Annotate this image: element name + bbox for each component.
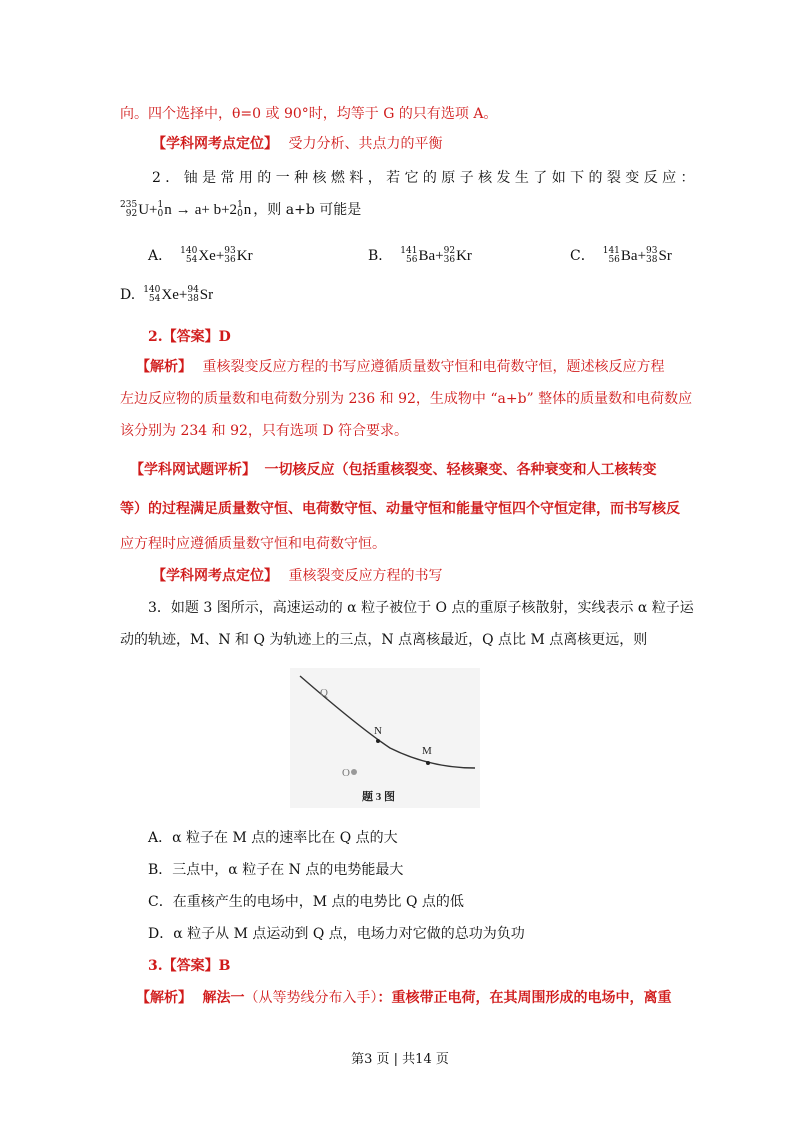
q1-kaodian xyxy=(152,134,442,154)
option-label: A． xyxy=(148,248,173,264)
kaodian-text: 重核裂变反应方程的书写 xyxy=(288,568,443,584)
option-label: C． xyxy=(570,248,595,264)
nuclide: 140 54 Xe xyxy=(143,285,179,304)
nuclide: 141 56 Ba xyxy=(602,246,638,265)
q3-jiexi xyxy=(136,988,671,1008)
q2-jiexi-line3: 该分别为 234 和 92，只有选项 D 符合要求。 xyxy=(120,423,409,439)
nuclide: 140 54 Xe xyxy=(180,246,216,265)
point-m xyxy=(426,761,430,765)
trajectory-diagram xyxy=(290,668,480,808)
arrow-icon: → xyxy=(175,202,191,218)
q2-option-c: C． 141 56 Ba + 93 38 Sr xyxy=(570,246,672,265)
jiexi-text: 重核裂变反应方程的书写应遵循质量数守恒和电荷数守恒，题述核反应方程 xyxy=(202,359,665,375)
neutron-2: 1 0 n xyxy=(237,200,252,219)
nuclide: 94 38 Sr xyxy=(187,285,214,304)
nuclide: 93 36 Kr xyxy=(224,246,253,265)
page-footer: 第3 页 | 共14 页 xyxy=(351,1052,449,1067)
q2-kaodian xyxy=(152,566,442,586)
kaodian-text: 受力分析、共点力的平衡 xyxy=(288,136,443,152)
nuclide: 93 38 Sr xyxy=(646,246,672,265)
jiexi-tag: 【解析】 xyxy=(136,990,192,1006)
label-n: N xyxy=(374,725,382,737)
q2-pingxi-line1 xyxy=(130,460,656,480)
q3-option-b: B．三点中，α 粒子在 N 点的电势能最大 xyxy=(148,862,404,878)
jiexi-text: ：重核带正电荷，在其周围形成的电场中，离重 xyxy=(377,990,672,1006)
q3-option-c: C．在重核产生的电场中，M 点的电势比 Q 点的低 xyxy=(148,894,464,910)
option-label: B． xyxy=(368,248,393,264)
q3-stem-line1: 3．如题 3 图所示，高速运动的 α 粒子被位于 O 点的重原子核散射，实线表示 α 粒子运 xyxy=(148,600,694,616)
q2-equation: 235 92 U + 1 0 n → a+ b+2 1 0 n ，则 a+b 可能是 xyxy=(120,200,362,219)
nucleus-dot xyxy=(351,769,357,775)
q2-jiexi-line2: 左边反应物的质量数和电荷数分别为 236 和 92，生成物中 “a+b” 整体的质量数和电荷数应 xyxy=(120,391,693,407)
neutron: 1 0 n xyxy=(157,200,172,219)
kaodian-tag: 【学科网考点定位】 xyxy=(152,568,278,584)
pingxi-text: 一切核反应（包括重核裂变、轻核聚变、各种衰变和人工核转变 xyxy=(264,462,657,478)
equation-suffix: ，则 a+b 可能是 xyxy=(253,202,362,218)
q3-figure xyxy=(290,668,480,808)
jiexi-method: 解法一 xyxy=(202,990,245,1006)
point-n xyxy=(376,739,380,743)
q2-pingxi-line2: 等）的过程满足质量数守恒、电荷数守恒、动量守恒和能量守恒四个守恒定律，而书写核反 xyxy=(120,501,680,517)
jiexi-method-note: （从等势线分布入手） xyxy=(244,990,378,1006)
option-label: D. xyxy=(120,287,136,303)
label-m: M xyxy=(422,745,432,757)
label-o: O xyxy=(342,767,350,779)
q2-pingxi-line3: 应方程时应遵循质量数守恒和电荷数守恒。 xyxy=(120,536,386,552)
q3-stem-line2: 动的轨迹，M、N 和 Q 为轨迹上的三点，N 点离核最近，Q 点比 M 点离核更远，则 xyxy=(120,632,648,648)
q2-option-a: A． 140 54 Xe + 93 36 Kr xyxy=(148,246,253,265)
q2-jiexi-line1 xyxy=(136,357,664,377)
label-q: Q xyxy=(320,687,328,699)
q3-option-a: A．α 粒子在 M 点的速率比在 Q 点的大 xyxy=(148,830,398,846)
uranium-235: 235 92 U xyxy=(120,200,150,219)
q2-answer: 2.【答案】D xyxy=(148,329,231,345)
continuation-text: 向。四个选择中，θ=0 或 90°时，均等于 G 的只有选项 A。 xyxy=(120,106,498,122)
figure-caption: 题 3 图 xyxy=(362,791,395,803)
jiexi-tag: 【解析】 xyxy=(136,359,192,375)
q2-option-d: D. 140 54 Xe + 94 38 Sr xyxy=(120,285,214,304)
pingxi-tag: 【学科网试题评析】 xyxy=(130,462,256,478)
nuclide: 92 36 Kr xyxy=(443,246,472,265)
q3-option-d: D．α 粒子从 M 点运动到 Q 点，电场力对它做的总功为负功 xyxy=(148,926,525,942)
nuclide: 141 56 Ba xyxy=(400,246,436,265)
q3-answer: 3.【答案】B xyxy=(148,958,231,974)
q2-stem: 2．铀是常用的一种核燃料，若它的原子核发生了如下的裂变反应： xyxy=(152,170,699,186)
kaodian-tag: 【学科网考点定位】 xyxy=(152,136,278,152)
q2-option-b: B． 141 56 Ba + 92 36 Kr xyxy=(368,246,472,265)
